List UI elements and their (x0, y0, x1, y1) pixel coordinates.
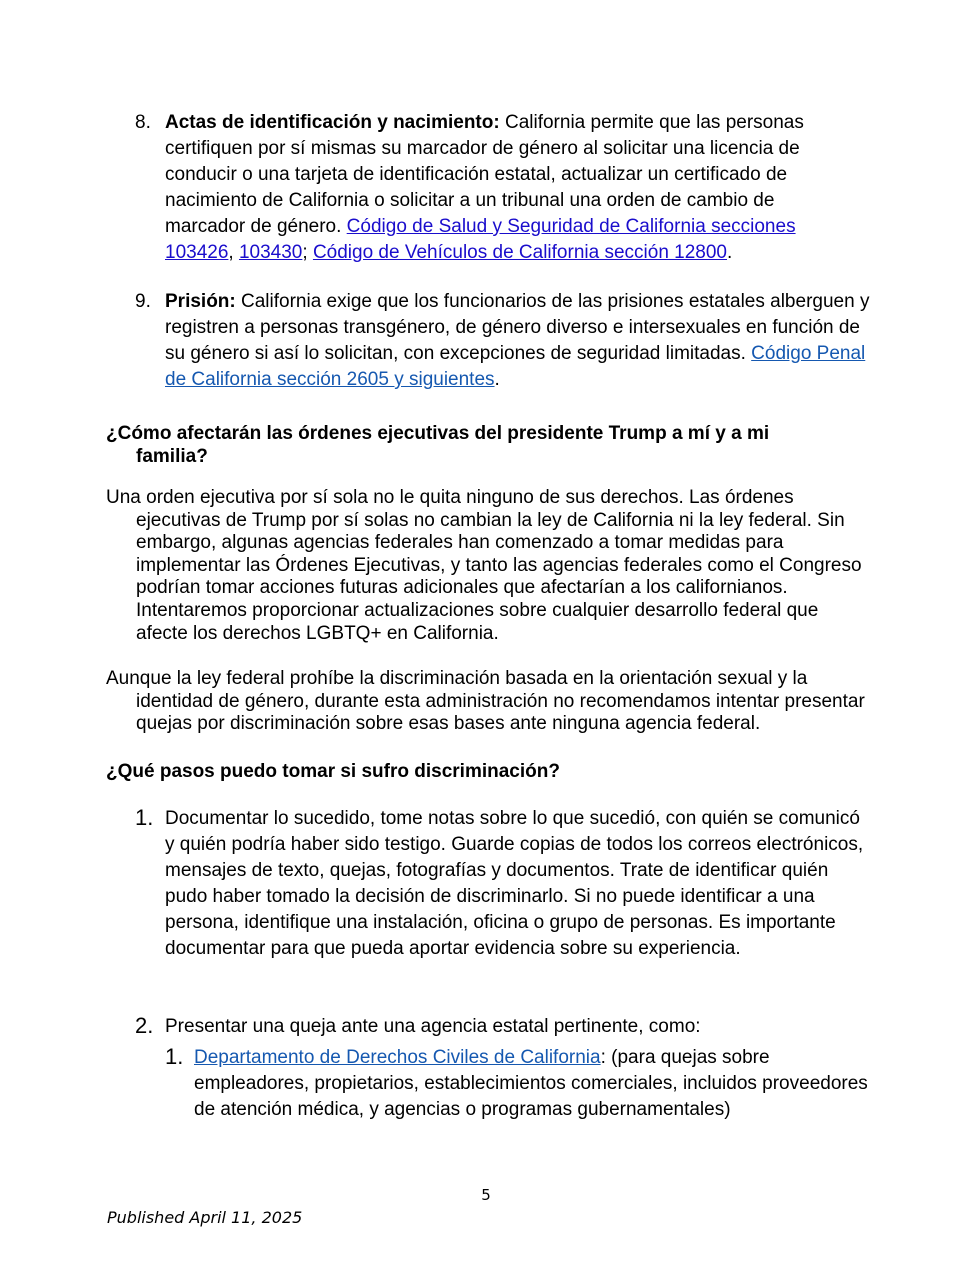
step-2 (135, 1014, 870, 1040)
link-penal-code[interactable]: Código Penal de California sección 2605 y siguientes (165, 343, 866, 390)
section-heading-discrimination-steps: ¿Qué pasos puedo tomar si sufro discriminación? (106, 761, 560, 782)
section-heading-executive-orders: ¿Cómo afectarán las órdenes ejecutivas del presidente Trump a mí y a mi familia? (106, 423, 770, 467)
step-text: Documentar lo sucedido, tome notas sobre lo que sucedió, con quién se comunicó y quién podría haber sido testigo. Guarde copias de todos los correos electrónicos, mensajes de texto, quejas, fotografías y documentos. Trate de identificar quién pudo haber tomado la decisión de discriminarlo. Si no puede identificar a una persona, identifique una instalación, oficina o grupo de personas. Es importante documentar para que pueda aportar evidencia sobre su experiencia. (165, 808, 864, 959)
sub-step-text (194, 1045, 875, 1123)
list-item-text (165, 110, 845, 266)
published-date: Published April 11, 2025 (107, 1208, 303, 1227)
separator: , (228, 242, 239, 263)
step-text: Presentar una queja ante una agencia estatal pertinente, como: (165, 1016, 701, 1037)
sub-step-number: 1. (165, 1044, 184, 1069)
section-heading-container (106, 422, 826, 468)
step-number: 1. (135, 805, 154, 830)
step-number: 2. (135, 1013, 154, 1038)
link-vehicle-code[interactable]: Código de Vehículos de California sección 12800 (312, 242, 727, 263)
list-item-8 (135, 110, 845, 266)
sub-step-body: : (para quejas sobre empleadores, propietarios, establecimientos comerciales, incluidos proveedores de atención médica, y agencias o programas gubernamentales) (194, 1047, 868, 1120)
step-1 (135, 806, 870, 962)
paragraph-federal-law: Aunque la ley federal prohíbe la discriminación basada en la orientación sexual y la identidad de género, durante esta administración no recomendamos intentar presentar quejas por discriminación sobre esas bases ante ninguna agencia federal. (106, 668, 865, 735)
period: . (494, 369, 500, 390)
item-title: Actas de identificación y nacimiento: (165, 112, 500, 133)
list-number: 9. (135, 291, 151, 312)
paragraph-container (106, 668, 872, 736)
paragraph-executive-order-effect: Una orden ejecutiva por sí sola no le quita ninguno de sus derechos. Las órdenes ejecutivas de Trump por sí solas no cambian la ley de California ni la ley federal. Sin embargo, algunas agencias federales han comenzado a tomar medidas para implementar las Órdenes Ejecutivas, y tanto las agencias federales como el Congreso podrían tomar acciones futuras adicionales que afectarían a los californianos. Intentaremos proporcionar actualizaciones sobre cualquier desarrollo federal que afecte los derechos LGBTQ+ en California. (106, 487, 862, 644)
link-103430[interactable]: 103430 (238, 242, 303, 263)
link-health-safety-code[interactable]: Código de Salud y Seguridad de California secciones 103426 (165, 216, 796, 263)
page-number: 5 (481, 1186, 491, 1204)
sub-step-1 (165, 1045, 875, 1123)
list-number: 8. (135, 112, 151, 133)
paragraph-container (106, 487, 866, 645)
list-item-text (165, 289, 875, 393)
period: . (727, 242, 733, 263)
item-title: Prisión: (165, 291, 236, 312)
list-item-9 (135, 289, 875, 393)
item-body: California exige que los funcionarios de las prisiones estatales alberguen y registren a personas transgénero, de género diverso e intersexuales en función de su género si así lo solicitan, con excepciones de seguridad limitadas. (165, 291, 870, 364)
separator: ; (302, 242, 313, 263)
item-body: California permite que las personas certifiquen por sí mismas su marcador de género al solicitar una licencia de conducir o una tarjeta de identificación estatal, actualizar un certificado de nacimiento de California o solicitar a un tribunal una orden de cambio de marcador de género. (165, 112, 804, 237)
section-heading-container (106, 760, 826, 783)
link-dept-civil-rights[interactable]: Departamento de Derechos Civiles de California (194, 1047, 601, 1068)
